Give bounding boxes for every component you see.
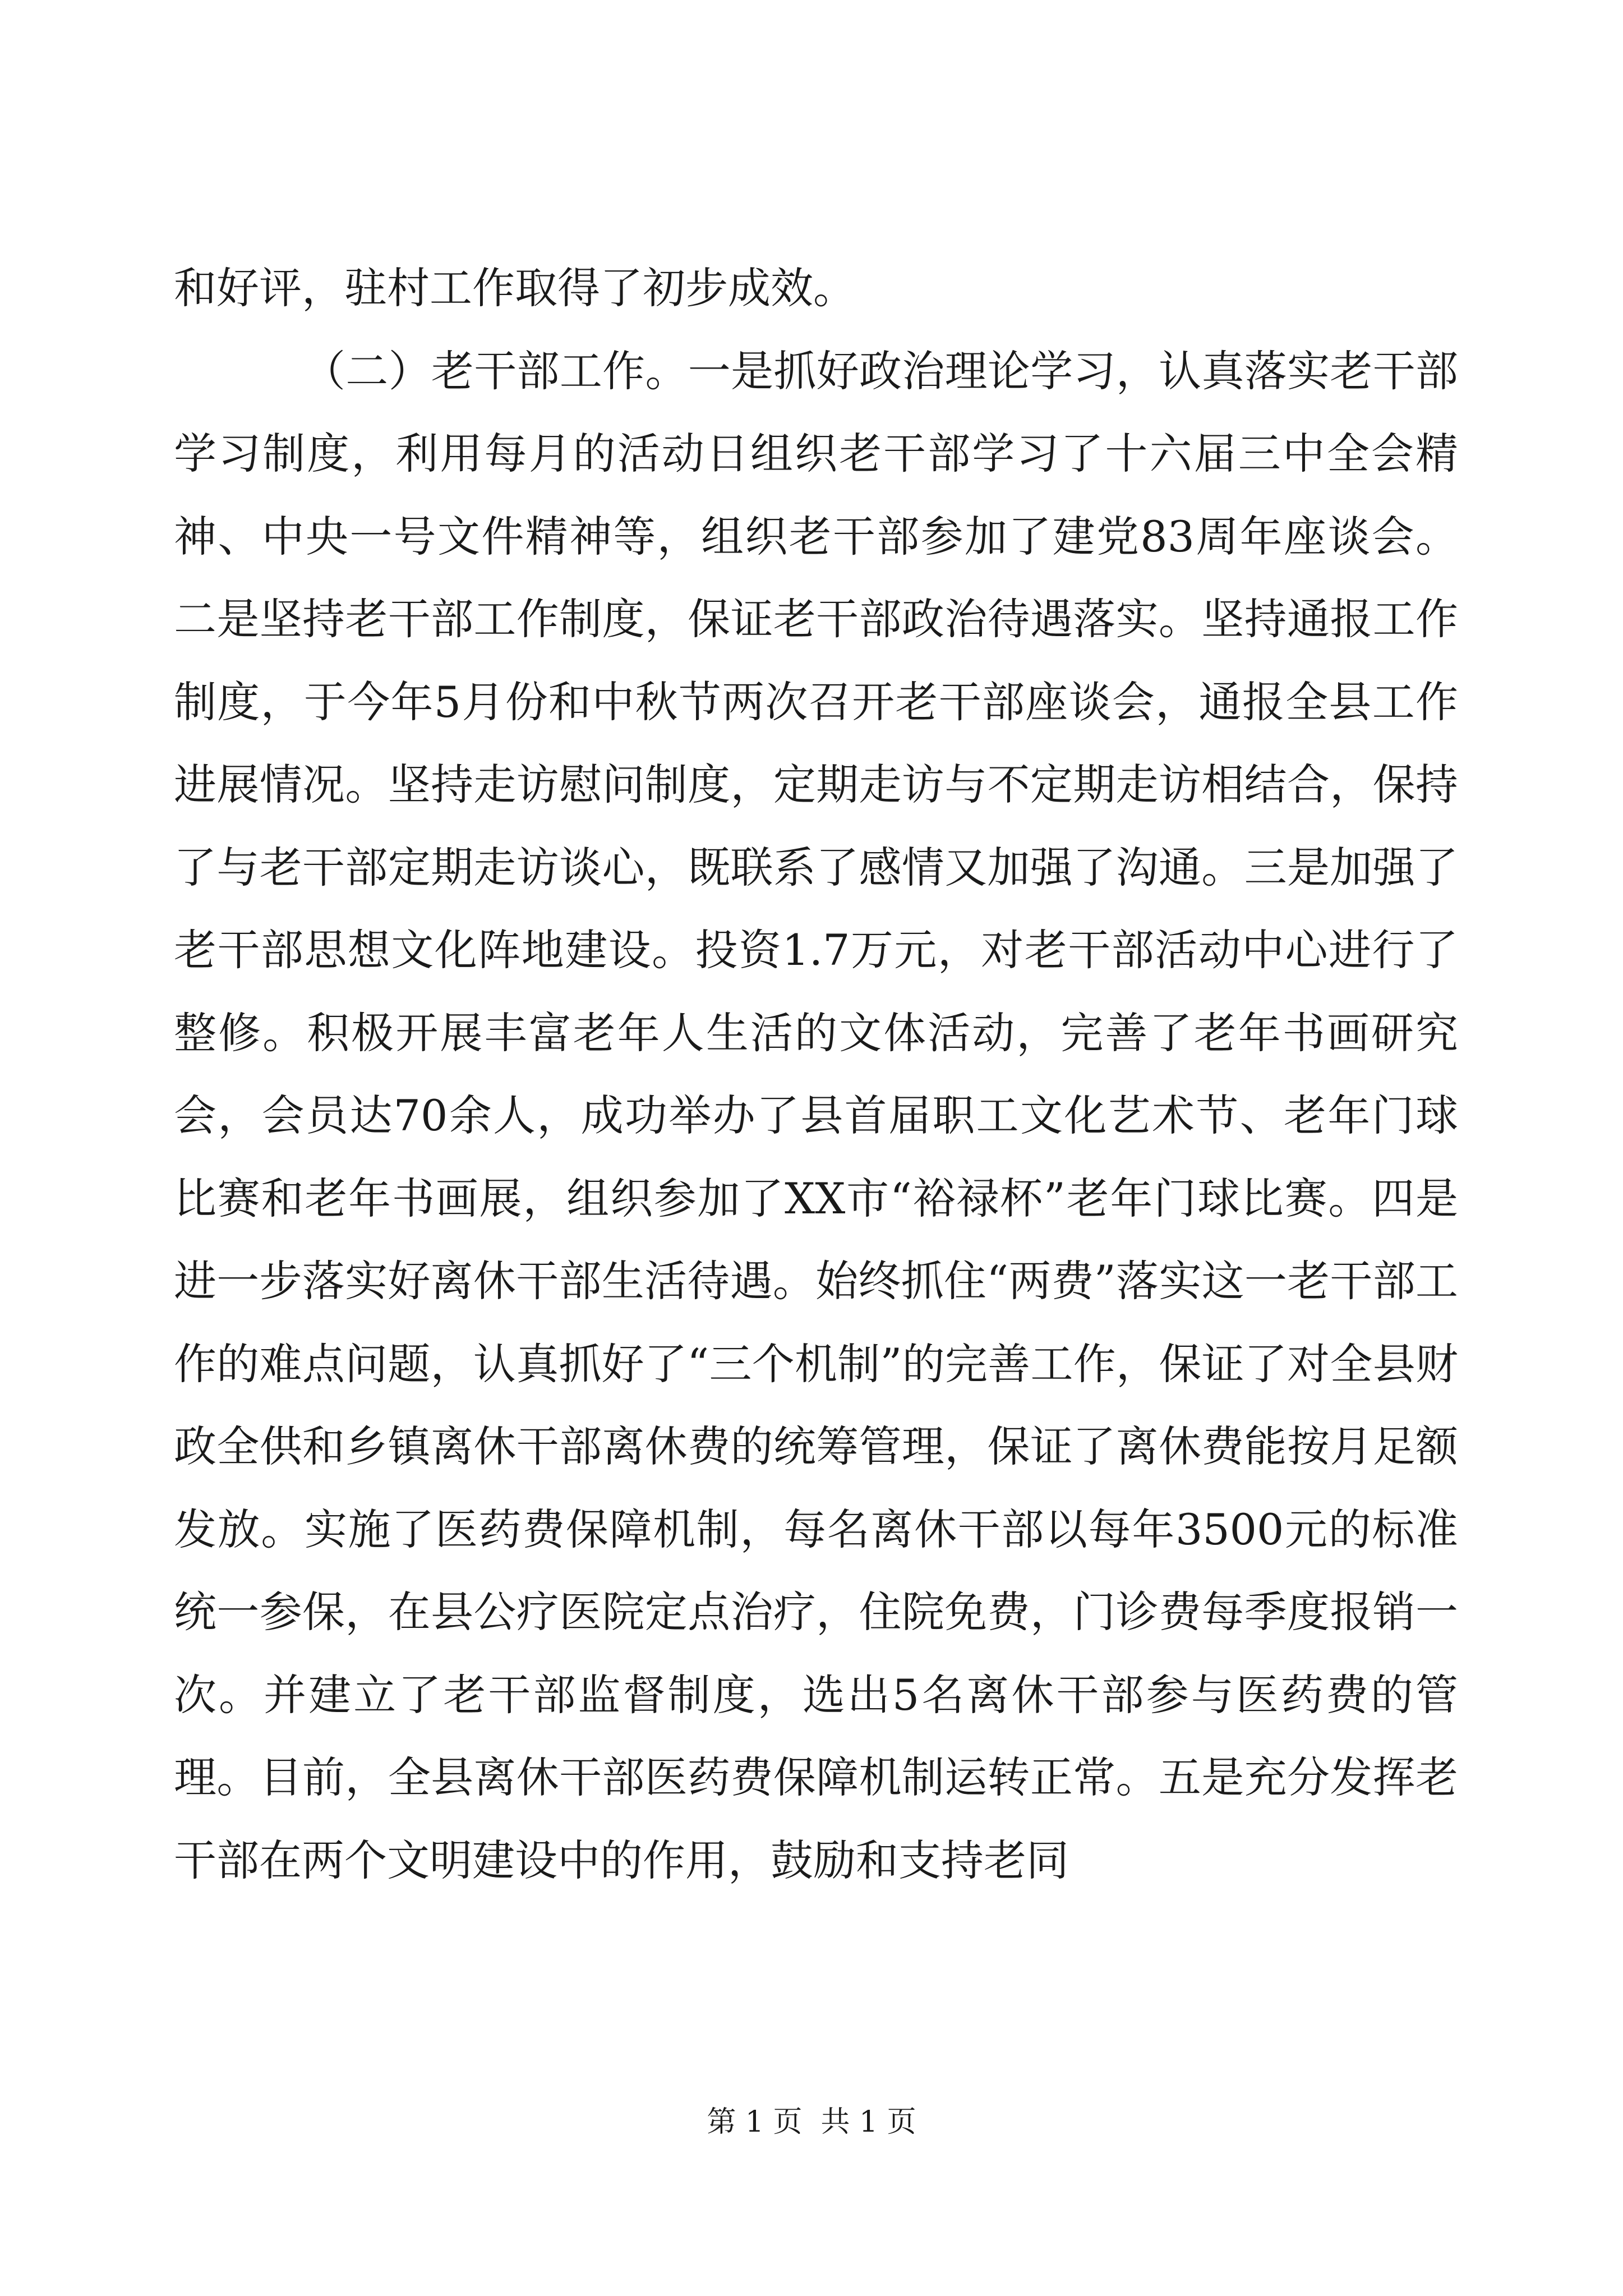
document-body	[174, 247, 1458, 1902]
page-footer: 第 1 页 共 1 页	[707, 2105, 916, 2139]
paragraph-old-cadre-work: （二）老干部工作。一是抓好政治理论学习，认真落实老干部学习制度，利用每月的活动日组织老干部学习了十六届三中全会精神、中央一号文件精神等，组织老干部参加了建党83周年座谈会。二是坚持老干部工作制度，保证老干部政治待遇落实。坚持通报工作制度，于今年5月份和中秋节两次召开老干部座谈会，通报全县工作进展情况。坚持走访慰问制度，定期走访与不定期走访相结合，保持了与老干部定期走访谈心，既联系了感情又加强了沟通。三是加强了老干部思想文化阵地建设。投资1.7万元，对老干部活动中心进行了整修。积极开展丰富老年人生活的文体活动，完善了老年书画研究会，会员达70余人，成功举办了县首届职工文化艺术节、老年门球比赛和老年书画展，组织参加了XX市“裕禄杯”老年门球比赛。四是进一步落实好离休干部生活待遇。始终抓住“两费”落实这一老干部工作的难点问题，认真抓好了“三个机制”的完善工作，保证了对全县财政全供和乡镇离休干部离休费的统筹管理，保证了离休费能按月足额发放。实施了医药费保障机制，每名离休干部以每年3500元的标准统一参保，在县公疗医院定点治疗，住院免费，门诊费每季度报销一次。并建立了老干部监督制度，选出5名离休干部参与医药费的管理。目前，全县离休干部医药费保障机制运转正常。五是充分发挥老干部在两个文明建设中的作用，鼓励和支持老同	[174, 346, 1458, 1885]
paragraph-continuation: 和好评，驻村工作取得了初步成效。	[174, 263, 856, 313]
